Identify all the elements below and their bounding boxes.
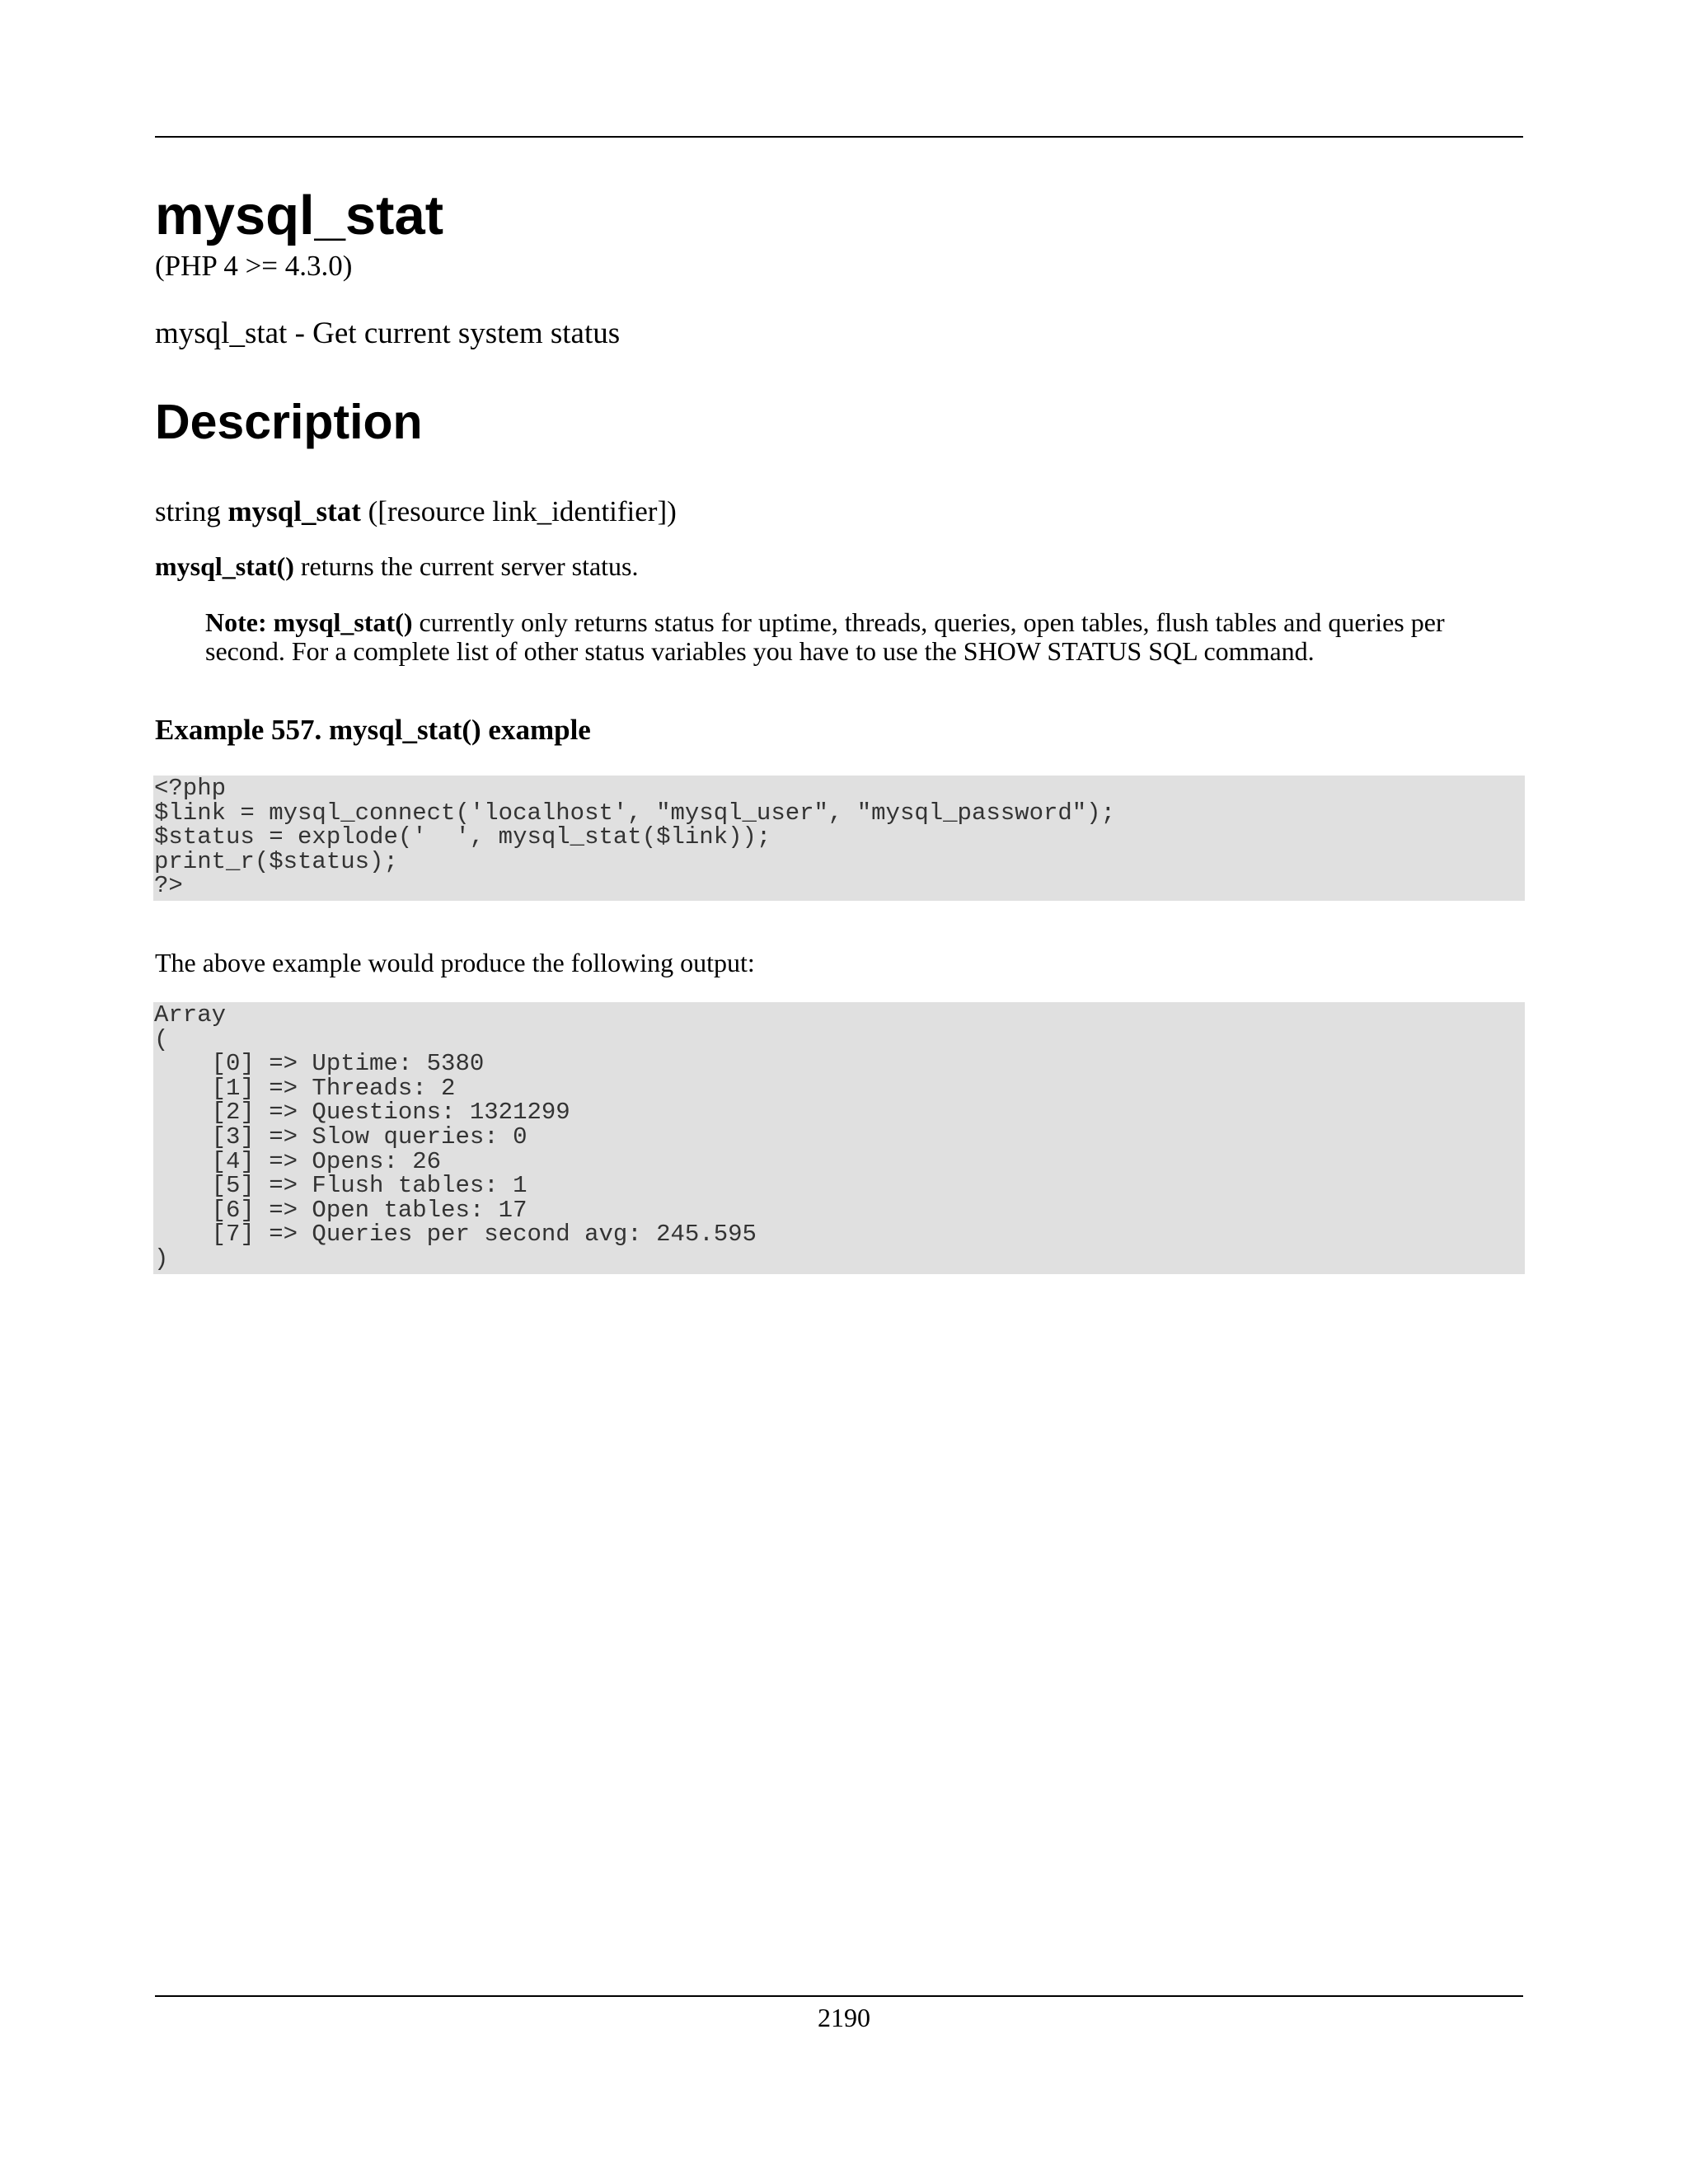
code-line: ?> — [154, 872, 183, 900]
output-line: [0] => Uptime: 5380 — [154, 1050, 485, 1078]
output-line: [7] => Queries per second avg: 245.595 — [154, 1221, 757, 1249]
page-number: 2190 — [818, 2003, 870, 2032]
synopsis-function-name: mysql_stat — [227, 495, 361, 527]
page-content — [154, 185, 1523, 1274]
description-heading: Description — [155, 395, 423, 449]
synopsis-return-type: string — [155, 495, 221, 527]
description-function-ref: mysql_stat() — [155, 551, 294, 581]
code-line: $link = mysql_connect('localhost', "mysql_user", "mysql_password"); — [154, 799, 1115, 827]
function-title: mysql_stat — [155, 185, 444, 246]
output-line: [3] => Slow queries: 0 — [154, 1122, 528, 1151]
example-output-block — [153, 1002, 1525, 1274]
code-line: print_r($status); — [154, 847, 398, 875]
output-line: [4] => Opens: 26 — [154, 1147, 442, 1175]
code-line: <?php — [154, 775, 227, 802]
description-text — [155, 553, 1523, 579]
note-label: Note: — [205, 607, 267, 637]
output-line: Array — [154, 1001, 227, 1029]
header-rule — [155, 136, 1523, 138]
function-purpose: mysql_stat - Get current system status — [155, 316, 621, 350]
version-info: (PHP 4 >= 4.3.0) — [155, 250, 353, 282]
note-function-ref: mysql_stat() — [273, 607, 413, 637]
output-line: ) — [154, 1244, 169, 1272]
footer-rule — [155, 1995, 1523, 1997]
description-body: returns the current server status. — [300, 551, 639, 581]
function-synopsis — [155, 497, 1523, 526]
output-intro: The above example would produce the following output: — [155, 947, 755, 977]
output-line: [2] => Questions: 1321299 — [154, 1099, 570, 1127]
output-line: [6] => Open tables: 17 — [154, 1196, 528, 1224]
note-block — [205, 608, 1507, 666]
output-line: [1] => Threads: 2 — [154, 1074, 456, 1102]
code-line: $status = explode(' ', mysql_stat($link)); — [154, 823, 771, 851]
example-title: Example 557. mysql_stat() example — [155, 714, 591, 746]
example-code-block — [153, 776, 1525, 901]
note-body: currently only returns status for uptime, threads, queries, open tables, flush tables and queries per second. For a complete list of other status variables you have to use the SHOW STATUS SQL command. — [205, 607, 1445, 666]
output-line: ( — [154, 1025, 169, 1053]
synopsis-params: ([resource link_identifier]) — [368, 495, 677, 527]
output-line: [5] => Flush tables: 1 — [154, 1172, 528, 1200]
